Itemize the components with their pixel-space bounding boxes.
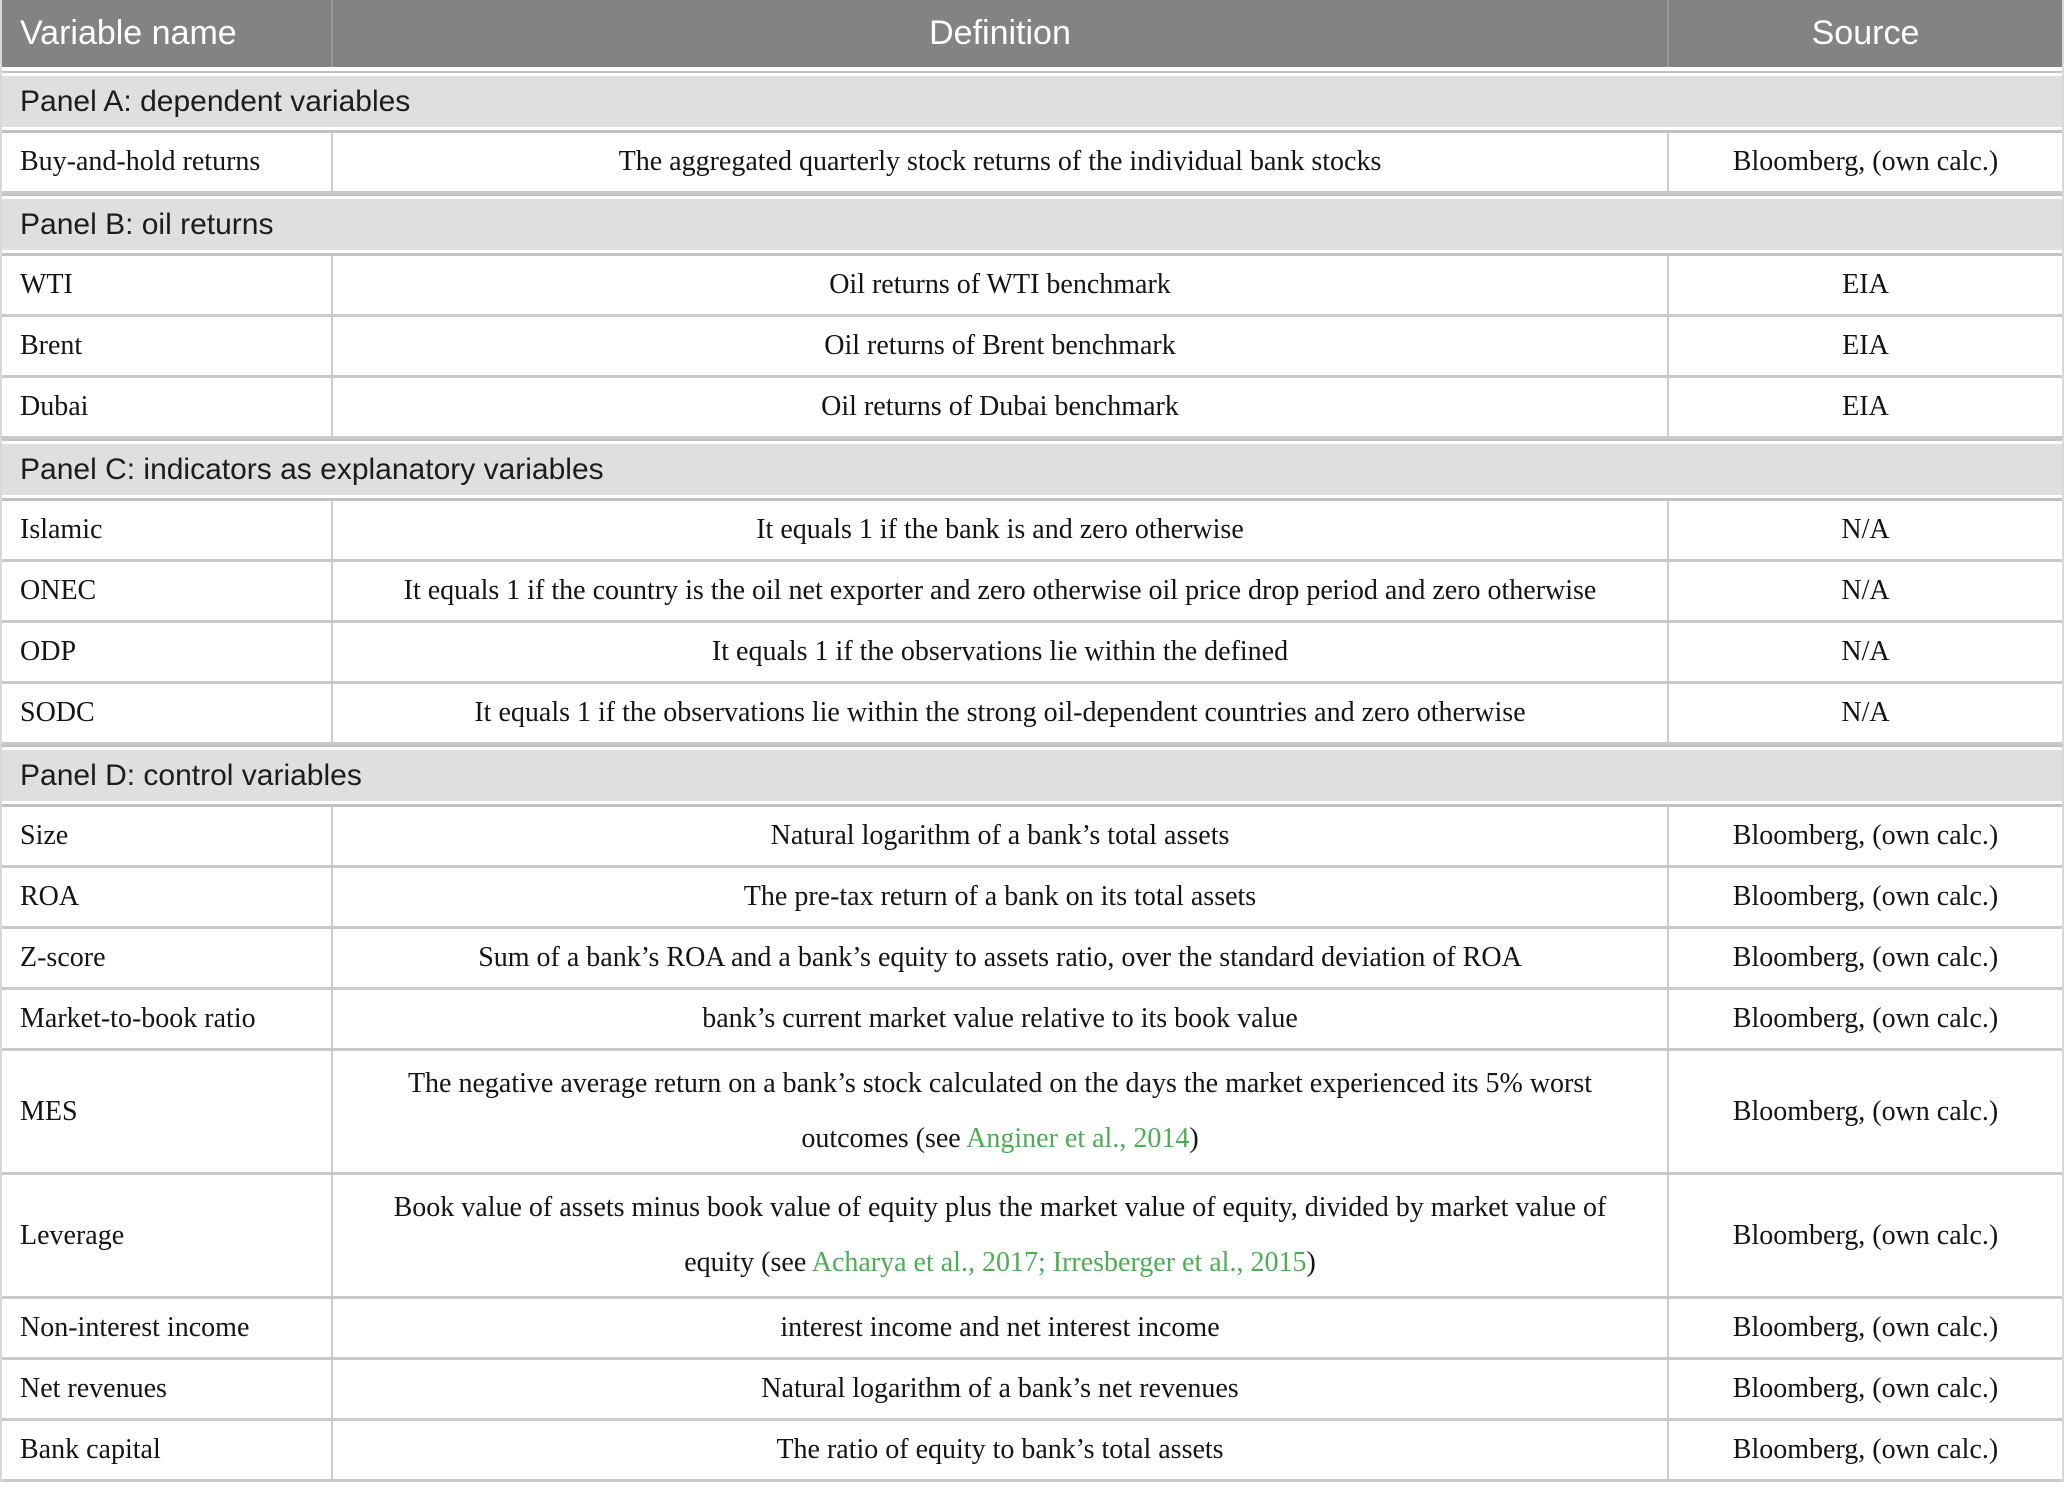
source-cell: N/A <box>1667 501 2062 559</box>
table-row <box>2 378 2062 439</box>
table-row <box>2 1421 2062 1482</box>
definition-text: ) <box>1189 1122 1199 1154</box>
variable-name-cell: SODC <box>20 697 95 728</box>
table-row <box>2 1299 2062 1360</box>
definition-cell <box>331 1299 1667 1357</box>
source-cell: Bloomberg, (own calc.) <box>1667 1360 2062 1418</box>
header-variable-name: Variable name <box>20 14 237 52</box>
variable-name-cell: Non-interest income <box>20 1312 250 1344</box>
definition-text: The ratio of equity to bank’s total assets <box>776 1434 1224 1466</box>
variable-name-cell: Z-score <box>20 942 106 973</box>
variable-name-cell: ONEC <box>20 575 97 606</box>
variable-name-cell: Net revenues <box>20 1373 167 1405</box>
source-cell: N/A <box>1667 623 2062 681</box>
section-row <box>2 439 2062 501</box>
variable-name-cell: Buy-and-hold returns <box>20 146 261 177</box>
section-row <box>2 194 2062 256</box>
variable-name-cell: Islamic <box>20 514 103 545</box>
definition-cell <box>331 623 1667 681</box>
table-row <box>2 1051 2062 1175</box>
table-header-row <box>2 0 2062 71</box>
source-cell: Bloomberg, (own calc.) <box>1667 807 2062 865</box>
definition-cell <box>331 684 1667 742</box>
table-row <box>2 256 2062 317</box>
definition-text: The pre-tax return of a bank on its total assets <box>743 881 1257 912</box>
definition-text: Book value of assets minus book value of equity plus the market value of equity, divided by market value of equity (see <box>393 1192 1607 1278</box>
source-cell: Bloomberg, (own calc.) <box>1667 990 2062 1048</box>
definition-cell <box>331 317 1667 375</box>
definition-text: Natural logarithm of a bank’s total assets <box>770 820 1230 851</box>
source-cell: EIA <box>1667 256 2062 314</box>
definition-text: Natural logarithm of a bank’s net revenues <box>761 1373 1239 1405</box>
variable-name-cell: ODP <box>20 636 77 667</box>
section-row <box>2 745 2062 807</box>
definition-cell <box>331 807 1667 865</box>
definition-cell <box>331 1360 1667 1418</box>
source-cell: N/A <box>1667 684 2062 742</box>
definition-cell <box>331 868 1667 926</box>
definition-text: It equals 1 if the observations lie within the strong oil-dependent countries and zero otherwise <box>474 697 1526 728</box>
source-cell: Bloomberg, (own calc.) <box>1667 868 2062 926</box>
citation-link[interactable]: Anginer et al., 2014 <box>966 1122 1190 1154</box>
definition-cell <box>331 990 1667 1048</box>
definition-text: It equals 1 if the bank is and zero otherwise <box>756 514 1244 545</box>
source-cell: EIA <box>1667 317 2062 375</box>
variable-name-cell: Brent <box>20 330 83 361</box>
citation-link[interactable]: Acharya et al., 2017; <box>811 1246 1046 1278</box>
source-cell: EIA <box>1667 378 2062 436</box>
table-row <box>2 317 2062 378</box>
definition-text <box>1046 1247 1053 1278</box>
variable-name-cell: ROA <box>20 881 80 912</box>
table-row <box>2 623 2062 684</box>
definition-text: Oil returns of WTI benchmark <box>829 269 1171 300</box>
definition-cell <box>331 929 1667 987</box>
definition-cell <box>331 1175 1667 1296</box>
citation-link[interactable]: Irresberger et al., 2015 <box>1052 1246 1307 1278</box>
table-body <box>2 71 2062 1482</box>
table-row <box>2 868 2062 929</box>
source-cell: Bloomberg, (own calc.) <box>1667 1051 2062 1172</box>
table-row <box>2 133 2062 194</box>
source-cell: Bloomberg, (own calc.) <box>1667 1421 2062 1479</box>
definition-text: Oil returns of Dubai benchmark <box>821 391 1179 422</box>
definition-text: It equals 1 if the country is the oil net exporter and zero otherwise oil price drop period and zero otherwise <box>403 575 1597 606</box>
source-cell: Bloomberg, (own calc.) <box>1667 929 2062 987</box>
definition-text: interest income and net interest income <box>780 1312 1220 1344</box>
source-cell: Bloomberg, (own calc.) <box>1667 1299 2062 1357</box>
table-row <box>2 929 2062 990</box>
definition-text: The negative average return on a bank’s stock calculated on the days the market experienced its 5% worst outcomes (see <box>407 1068 1593 1154</box>
header-definition: Definition <box>331 0 1667 67</box>
definition-text: Sum of a bank’s ROA and a bank’s equity to assets ratio, over the standard deviation of ROA <box>478 942 1522 973</box>
definition-cell <box>331 562 1667 620</box>
definition-cell <box>331 256 1667 314</box>
section-title: Panel C: indicators as explanatory variables <box>20 452 604 486</box>
section-row <box>2 71 2062 133</box>
definition-cell <box>331 1051 1667 1172</box>
table-row <box>2 562 2062 623</box>
source-cell: Bloomberg, (own calc.) <box>1667 133 2062 191</box>
variable-name-cell: MES <box>20 1095 78 1127</box>
variable-name-cell: WTI <box>20 269 73 300</box>
definition-cell <box>331 501 1667 559</box>
table-row <box>2 990 2062 1051</box>
variable-name-cell: Size <box>20 820 69 851</box>
table-row <box>2 1360 2062 1421</box>
source-cell: Bloomberg, (own calc.) <box>1667 1175 2062 1296</box>
definition-text: Oil returns of Brent benchmark <box>824 330 1176 361</box>
definition-text: bank’s current market value relative to its book value <box>702 1003 1298 1034</box>
definition-cell <box>331 1421 1667 1479</box>
definition-text: The aggregated quarterly stock returns of the individual bank stocks <box>618 146 1382 177</box>
definition-cell <box>331 133 1667 191</box>
table-row <box>2 1175 2062 1299</box>
section-title: Panel B: oil returns <box>20 207 274 241</box>
variable-name-cell: Bank capital <box>20 1434 161 1466</box>
table-row <box>2 684 2062 745</box>
header-source: Source <box>1667 0 2062 67</box>
section-title: Panel A: dependent variables <box>20 84 411 118</box>
table-row <box>2 807 2062 868</box>
source-cell: N/A <box>1667 562 2062 620</box>
section-title: Panel D: control variables <box>20 758 362 792</box>
definition-text: ) <box>1306 1246 1316 1278</box>
table-row <box>2 501 2062 562</box>
variable-name-cell: Dubai <box>20 391 89 422</box>
variable-name-cell: Market-to-book ratio <box>20 1003 256 1034</box>
definition-cell <box>331 378 1667 436</box>
variable-name-cell: Leverage <box>20 1219 125 1251</box>
definition-text: It equals 1 if the observations lie within the defined <box>711 636 1289 667</box>
